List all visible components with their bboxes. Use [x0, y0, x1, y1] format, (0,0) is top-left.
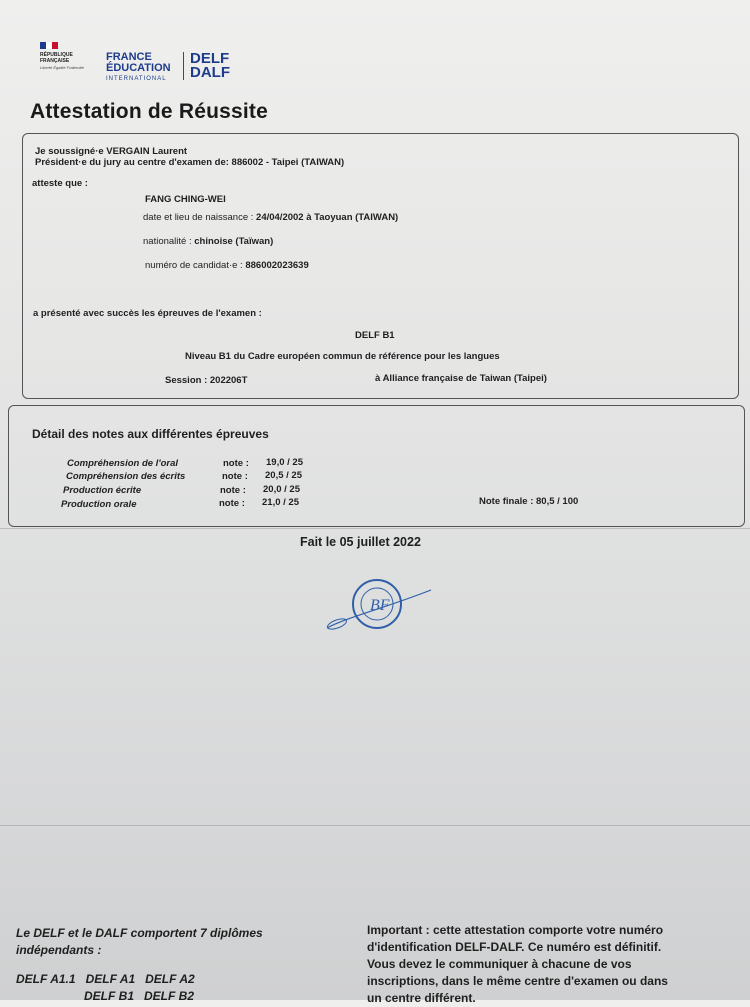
- grade-value: 20,5 / 25: [265, 470, 302, 481]
- grade-value: 20,0 / 25: [263, 484, 300, 495]
- rf-line1: RÉPUBLIQUE: [40, 52, 73, 58]
- grades-heading: Détail des notes aux différentes épreuves: [32, 427, 269, 441]
- grade-note-label: note :: [219, 498, 245, 509]
- grade-note-label: note :: [220, 485, 246, 496]
- grade-label: Compréhension de l'oral: [67, 458, 178, 469]
- issue-date: Fait le 05 juillet 2022: [300, 535, 421, 549]
- paper-fold: [0, 528, 750, 529]
- delf-line1: DELF: [190, 50, 230, 67]
- dob-row: [143, 212, 398, 223]
- nationality-value: chinoise (Taïwan): [194, 236, 274, 247]
- candidate-number-value: 886002023639: [245, 260, 309, 271]
- footer-left-line: indépendants :: [16, 943, 102, 957]
- candidate-number-row: [145, 260, 309, 271]
- nationality-label: nationalité :: [143, 236, 192, 247]
- candidate-name: FANG CHING-WEI: [145, 194, 226, 205]
- atteste-label: atteste que :: [32, 178, 88, 189]
- final-grade: Note finale : 80,5 / 100: [479, 496, 579, 507]
- exam-level: Niveau B1 du Cadre européen commun de référence pour les langues: [185, 351, 500, 362]
- grade-value: 19,0 / 25: [266, 457, 303, 468]
- footer-diplomas: [16, 925, 263, 1005]
- republique-francaise-logo: [40, 42, 94, 70]
- jury-line1: Je soussigné·e VERGAIN Laurent: [35, 146, 188, 157]
- exam-name: DELF B1: [355, 330, 395, 341]
- grade-label: Compréhension des écrits: [66, 471, 186, 482]
- presented-text: a présenté avec succès les épreuves de l'examen :: [33, 308, 262, 319]
- seal-text: BF: [370, 597, 390, 614]
- french-flag-icon: [40, 42, 58, 49]
- footer-right-line: Vous devez le communiquer à chacune de vos: [367, 957, 632, 971]
- footer-right-line: d'identification DELF-DALF. Ce numéro est définitif.: [367, 940, 662, 954]
- grade-value: 21,0 / 25: [262, 497, 299, 508]
- exam-centre: à Alliance française de Taiwan (Taipei): [375, 373, 547, 384]
- delf-line2: DALF: [190, 64, 230, 81]
- fei-line1: FRANCE: [106, 51, 152, 63]
- rf-line2: FRANÇAISE: [40, 58, 70, 64]
- rf-motto: Liberté Égalité Fraternité: [40, 65, 84, 70]
- footer-left-line: Le DELF et le DALF comportent 7 diplômes: [16, 926, 263, 940]
- nationality-row: [143, 236, 273, 247]
- grade-label: Production orale: [61, 499, 137, 510]
- footer-right-line: un centre différent.: [367, 991, 476, 1005]
- seal-icon: [325, 578, 435, 638]
- candidate-number-label: numéro de candidat·e :: [145, 260, 243, 271]
- logo-divider: [183, 52, 184, 80]
- footer-right-line: Important : cette attestation comporte votre numéro: [367, 923, 664, 937]
- jury-line2: Président·e du jury au centre d'examen de: 886002 - Taipei (TAIWAN): [35, 157, 345, 168]
- fei-line2: ÉDUCATION: [106, 62, 171, 74]
- footer-left-line: DELF B1 DELF B2: [84, 989, 195, 1003]
- paper-fold: [0, 825, 750, 826]
- session: Session : 202206T: [165, 375, 248, 386]
- fei-line3: INTERNATIONAL: [106, 76, 167, 82]
- dob-label: date et lieu de naissance :: [143, 212, 254, 223]
- footer-left-line: DELF A1.1 DELF A1 DELF A2: [16, 972, 195, 986]
- grade-label: Production écrite: [63, 485, 142, 496]
- footer-right-line: inscriptions, dans le même centre d'examen ou dans: [367, 974, 668, 988]
- footer-important: [367, 922, 737, 1007]
- grade-note-label: note :: [223, 458, 249, 469]
- grade-note-label: note :: [222, 471, 248, 482]
- page-title: Attestation de Réussite: [30, 100, 268, 123]
- delf-dalf-logo: [190, 52, 230, 80]
- dob-value: 24/04/2002 à Taoyuan (TAIWAN): [256, 212, 399, 223]
- france-education-international-logo: [106, 52, 171, 85]
